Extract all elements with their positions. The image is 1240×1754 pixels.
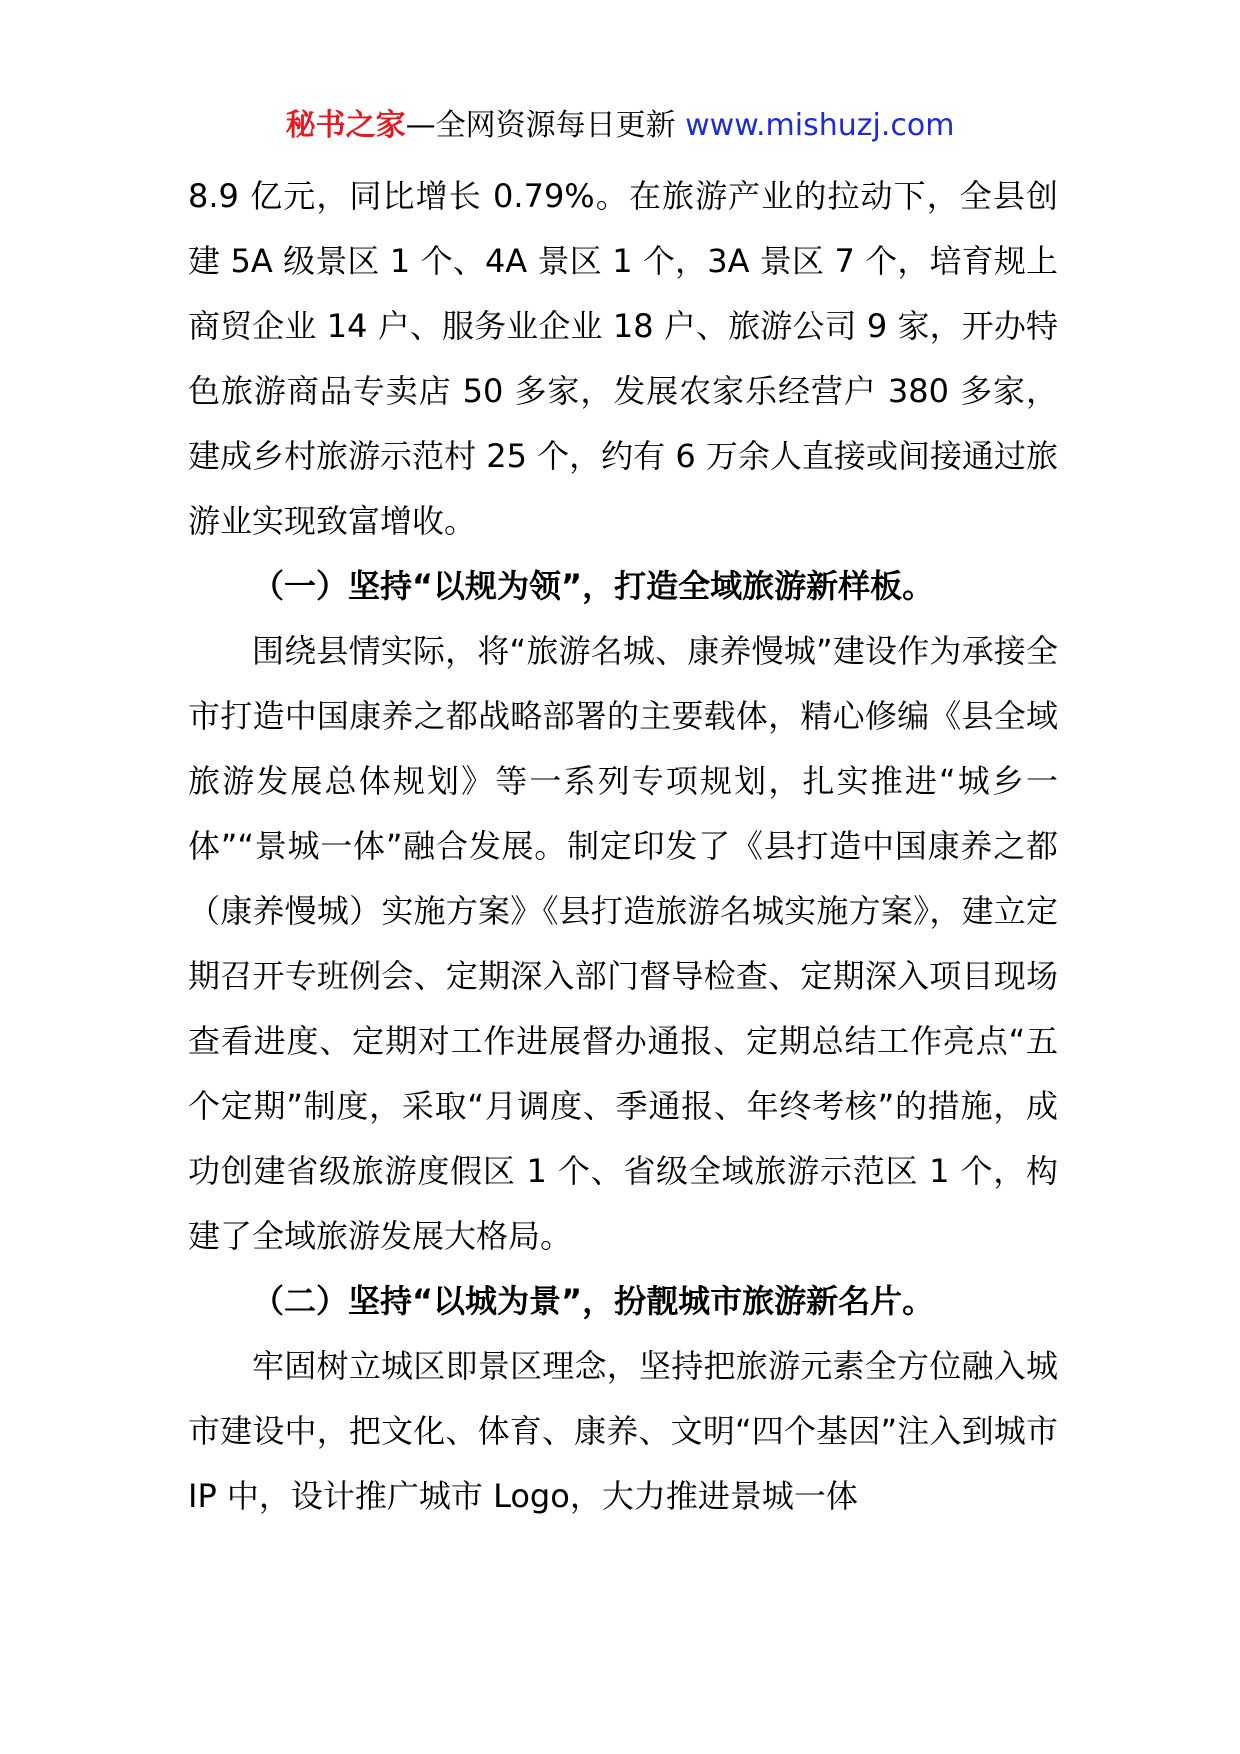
paragraph-planning: 围绕县情实际，将“旅游名城、康养慢城”建设作为承接全市打造中国康养之都战略部署的主要载体，精心修编《县全域旅游发展总体规划》等一系列专项规划，扎实推进“城乡一体”“景城一体”融合发展。制定印发了《县打造中国康养之都（康养慢城）实施方案》《县打造旅游名城实施方案》，建立定期召开专班例会、定期深入部门督导检查、定期深入项目现场查看进度、定期对工作进展督办通报、定期总结工作亮点“五个定期”制度，采取“月调度、季通报、年终考核”的措施，成功创建省级旅游度假区 1 个、省级全域旅游示范区 1 个，构建了全域旅游发展大格局。: [188, 632, 1058, 1255]
section-heading-1: （一）坚持“以规为领”，打造全域旅游新样板。: [252, 567, 935, 605]
document-body: [188, 164, 1058, 1529]
paragraph-city-scenery: 牢固树立城区即景区理念，坚持把旅游元素全方位融入城市建设中，把文化、体育、康养、文明“四个基因”注入到城市 IP 中，设计推广城市 Logo，大力推进景城一体: [188, 1347, 1058, 1515]
header-brand: 秘书之家: [285, 108, 406, 143]
section-heading-2: （二）坚持“以城为景”，扮靓城市旅游新名片。: [252, 1282, 935, 1320]
page-header: [0, 104, 1240, 148]
header-site-link[interactable]: www.mishuzj.com: [685, 108, 955, 143]
header-tagline: —全网资源每日更新: [405, 108, 676, 143]
paragraph-tourism-results: 8.9 亿元，同比增长 0.79%。在旅游产业的拉动下，全县创建 5A 级景区 1 个、4A 景区 1 个，3A 景区 7 个，培育规上商贸企业 14 户、服务业企业 18 户、旅游公司 9 家，开办特色旅游商品专卖店 50 多家，发展农家乐经营户 380 多家，建成乡村旅游示范村 25 个，约有 6 万余人直接或间接通过旅游业实现致富增收。: [188, 177, 1058, 540]
